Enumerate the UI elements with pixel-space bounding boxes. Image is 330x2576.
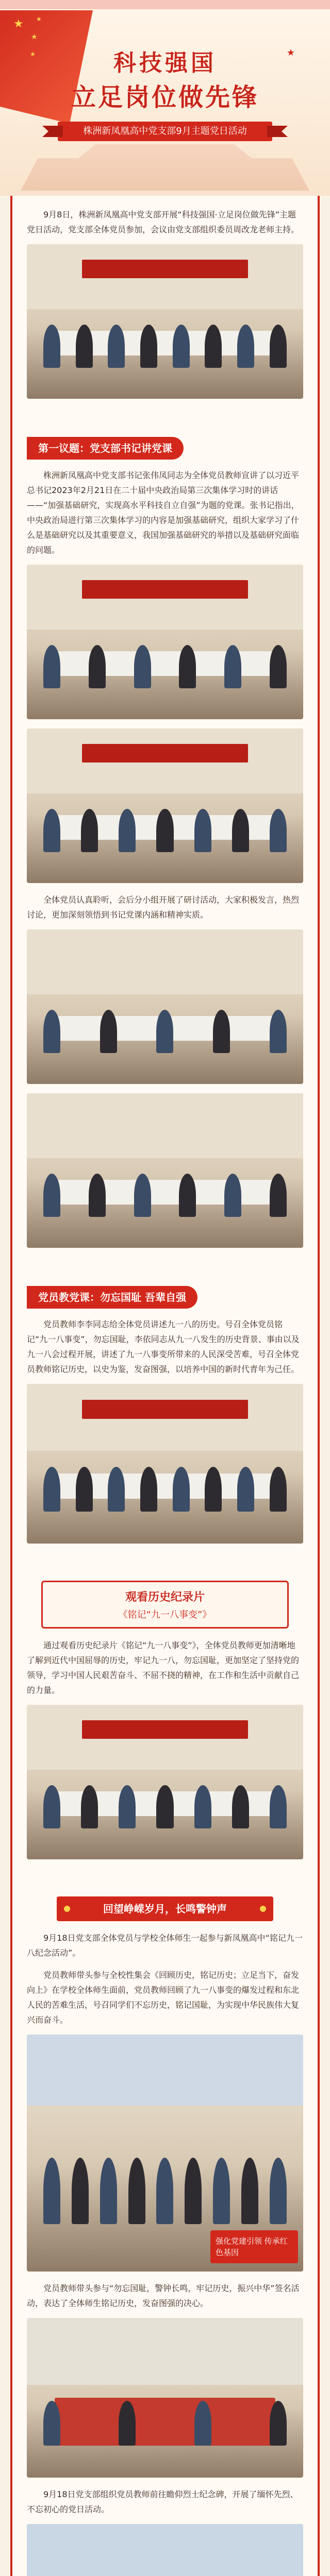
callout-line-1: 观看历史纪录片 <box>125 1591 205 1604</box>
section-4-heading-text: 回望峥嵘岁月，长鸣警钟声 <box>103 1903 227 1915</box>
section-1-para-1: 株洲新凤凰高中党支部书记张伟凤同志为全体党员教师宣讲了以习近平总书记2023年2月21日在二十届中央政治局第三次集体学习时的讲话——“加强基础研究，实现高水平科技自立自强”为题的党课。张书记指出，中央政治局进行第三次集体学习的内容是加强基础研究，组织大家学习了什么是基础研究以及其重要意义，我国加强基础研究的举措以及基础研究面临的问题。 <box>27 470 300 555</box>
section-4-heading <box>57 1896 273 1921</box>
section-1-para-2: 全体党员认真聆听，会后分小组开展了研讨活动，大家积极发言，热烈讨论，更加深刻领悟到书记党课内涵和精神实质。 <box>27 895 300 920</box>
section-4-para-1: 9月18日党支部全体党员与学校全体师生一起参与新凤凰高中“铭记九一八纪念活动”。 <box>27 1933 303 1958</box>
listening-photo <box>27 728 303 883</box>
signature-photo <box>27 2318 303 2478</box>
intro-section <box>12 196 318 419</box>
documentary-viewing-photo <box>27 1705 303 1859</box>
lecture-photo <box>27 565 303 719</box>
star-icon: ★ <box>36 15 42 23</box>
hero-subtitle-ribbon: 株洲新凤凰高中党支部9月主题党日活动 <box>58 122 272 141</box>
dot-icon <box>260 1906 266 1912</box>
intro-paragraph: 9月8日，株洲新凤凰高中党支部开展“科技强国·立足岗位做先锋”主题党日活动，党支部全体党员参加，会议由党支部组织委员周改龙老师主持。 <box>27 210 300 234</box>
star-icon: ★ <box>31 33 38 41</box>
section-2-para-1: 党员教师李李同志给全体党员讲述九一八的历史。号召全体党员铭记“九一八事变”，勿忘国耻，李依同志从九一八发生的历史背景、事由以及九一八会过程开展，讲述了九一八事变所带来的人民深受苦难，号召全体党员教师铭记历史，以史为鉴，发奋图强，以培养中国的新时代青年为己任。 <box>27 1319 300 1374</box>
section-4 <box>12 1880 318 2576</box>
section-2 <box>12 1268 318 1564</box>
great-hall-graphic <box>21 144 309 191</box>
section-3-para-1: 通过观看历史纪录片《铭记“九一八事变”》，全体党员教师更加清晰地了解到近代中国屈辱的历史，牢记九一八，勿忘国耻，更加坚定了坚持党的领导，学习中国人民艰苦奋斗、不屈不挠的精神，在工作和生活中贡献自己的力量。 <box>27 1640 300 1695</box>
hero-top-stripe <box>0 0 330 9</box>
section-3 <box>12 1564 318 1880</box>
discussion-photo-2 <box>27 1093 303 1248</box>
callout-line-2: 《铭记“九一八事变”》 <box>118 1609 212 1620</box>
section-2-heading: 党员教党课：勿忘国耻 吾辈自强 <box>27 1286 197 1309</box>
history-lecture-photo <box>27 1384 303 1544</box>
hero-title-line2: 立足岗位做先锋 <box>71 83 259 112</box>
section-1 <box>12 419 318 1268</box>
star-icon: ★ <box>30 50 36 58</box>
section-4-para-3: 党员教师带头参与“勿忘国耻，警钟长鸣，牢记历史，振兴中华”签名活动，表达了全体师生铭记历史，发奋图强的决心。 <box>27 2283 300 2308</box>
section-1-heading: 第一议题：党支部书记讲党课 <box>27 437 184 460</box>
dot-icon <box>64 1906 70 1912</box>
article-column <box>10 196 320 2576</box>
section-4-para-2: 党员教师带头参与全校性集会《回顾历史，铭记历史；立足当下，奋发向上》在学校全体师生面前，党员教师回顾了九一八事变的爆发过程和东北人民的苦难生活，号召同学们不忘历史，铭记国耻，为实现中华民族伟大复兴而奋斗。 <box>27 1970 300 2025</box>
documentary-callout <box>41 1581 289 1629</box>
memorial-photo <box>27 2524 303 2576</box>
star-icon: ★ <box>13 18 24 30</box>
meeting-photo <box>27 244 303 399</box>
star-icon: ★ <box>286 47 295 58</box>
hero-banner <box>0 0 330 196</box>
section-4-para-4: 9月18日党支部组织党员教师前往瞻仰烈士纪念碑，开展了缅怀先烈、不忘初心的党日活动。 <box>27 2489 299 2514</box>
assembly-photo <box>27 2035 303 2272</box>
discussion-photo-1 <box>27 929 303 1084</box>
hero-title-line1: 科技强国 <box>113 50 217 76</box>
photo-caption-label: 强化党建引领 传承红色基因 <box>210 2230 298 2263</box>
